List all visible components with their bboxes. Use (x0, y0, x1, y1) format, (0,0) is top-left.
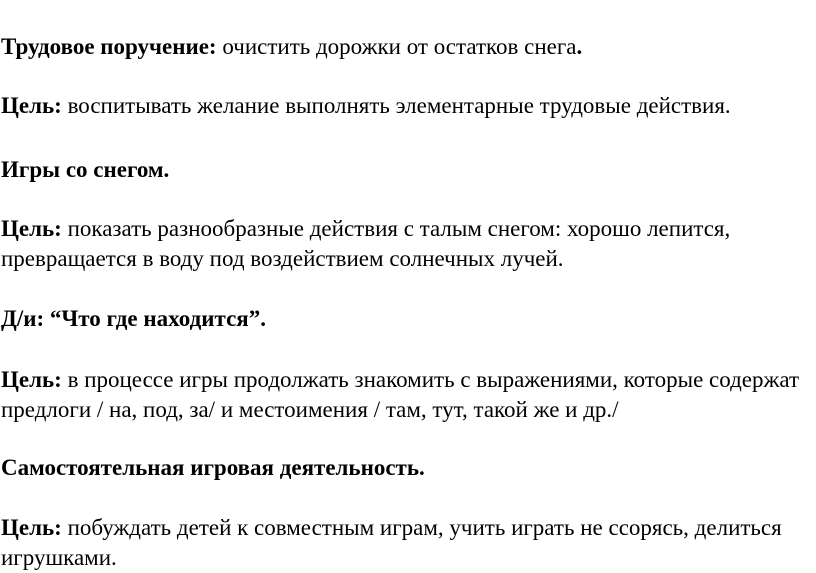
labor-goal-paragraph (1, 91, 813, 121)
snow-games-goal-paragraph (1, 214, 813, 274)
didactic-game-heading: Д/и: “Что где находится”. (1, 306, 266, 331)
labor-task-paragraph (1, 32, 813, 62)
didactic-game-goal-text: в процессе игры продолжать знакомить с выражениями, которые содержат предлоги / на, под, за/ и местоимения / там, тут, такой же и др./ (1, 367, 800, 422)
snow-games-heading: Игры со снегом. (1, 157, 170, 182)
labor-goal-label: Цель: (1, 93, 62, 118)
labor-task-text: очистить дорожки от остатков снега (216, 34, 577, 59)
snow-games-goal-text: показать разнообразные действия с талым снегом: хорошо лепится, превращается в воду под воздействием солнечных лучей. (1, 216, 731, 271)
snow-games-goal-label: Цель: (1, 216, 62, 241)
independent-play-goal-text: побуждать детей к совместным играм, учить играть не ссорясь, делиться игрушками. (1, 515, 782, 570)
independent-play-goal-paragraph (1, 513, 813, 573)
labor-task-label: Трудовое поручение: (1, 34, 217, 59)
independent-play-heading: Самостоятельная игровая деятельность. (1, 455, 425, 480)
didactic-game-goal-label: Цель: (1, 367, 62, 392)
independent-play-goal-label: Цель: (1, 515, 62, 540)
labor-goal-text: воспитывать желание выполнять элементарные трудовые действия. (61, 93, 731, 118)
didactic-game-goal-paragraph (1, 365, 813, 425)
labor-task-end: . (576, 34, 583, 59)
